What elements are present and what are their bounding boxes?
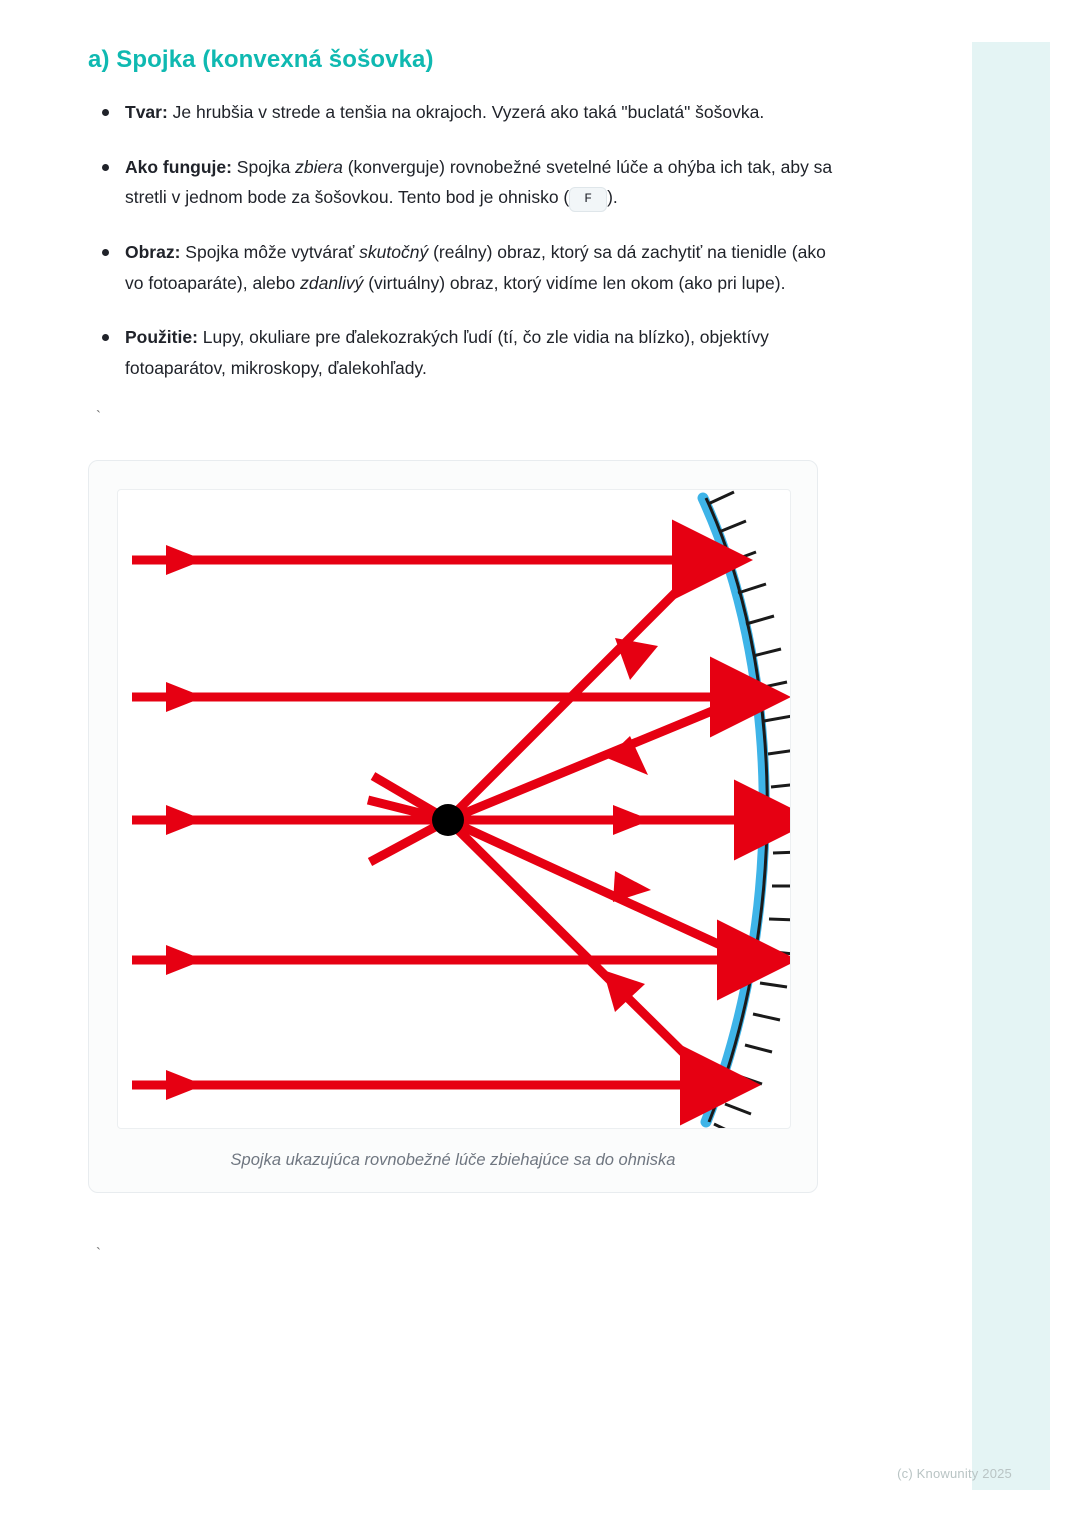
backtick-marker-bottom: `	[96, 1244, 101, 1262]
bullet-lead-ako-funguje: Ako funguje:	[125, 156, 232, 177]
bullet-lead-tvar: Tvar:	[125, 102, 168, 123]
footer-credit: (c) Knowunity 2025	[897, 1466, 1012, 1481]
bullet-lead-pouzitie: Použitie:	[125, 327, 198, 348]
mirror-surface-icon	[703, 498, 764, 1122]
list-item	[88, 152, 848, 213]
bullet-text-pouzitie: Lupy, okuliare pre ďalekozrakých ľudí (tí, čo zle vidia na blízko), objektívy fotoaparátov, mikroskopy, ďalekohľady.	[125, 327, 769, 378]
list-item	[88, 97, 848, 128]
bullet-lead-obraz: Obraz:	[125, 242, 181, 263]
page-title: a) Spojka (konvexná šošovka)	[88, 46, 434, 73]
figure-canvas	[117, 489, 791, 1129]
bullet-text-ako-funguje-3: ).	[607, 187, 618, 208]
concave-mirror-diagram	[118, 490, 791, 1129]
bullet-text-obraz-3: (virtuálny) obraz, ktorý vidíme len okom (ako pri lupe).	[363, 272, 786, 293]
bullet-italic-zbiera: zbiera	[295, 156, 343, 177]
list-item	[88, 322, 848, 383]
bullet-italic-skutocny: skutočný	[359, 242, 429, 263]
backtick-marker-top: `	[96, 407, 101, 425]
bullet-list	[88, 97, 848, 383]
bullet-italic-zdanlivy: zdanlivý	[300, 272, 364, 293]
bullet-text-obraz-1: Spojka môže vytvárať	[180, 242, 360, 263]
right-margin-accent	[972, 42, 1050, 1490]
focal-point-code: F	[569, 187, 607, 212]
bullet-text-ako-funguje-1: Spojka	[231, 156, 296, 177]
bullet-text-ako-funguje-2: (konverguje) rovnobežné svetelné lúče a ohýba ich tak, aby sa stretli v jednom bode za šošovkou. Tento bod je ohnisko (	[125, 156, 833, 208]
bullet-text-tvar: Je hrubšia v strede a tenšia na okrajoch. Vyzerá ako taká "buclatá" šošovka.	[167, 102, 765, 123]
focal-point-icon	[432, 804, 464, 836]
document-content	[88, 44, 848, 1263]
figure-caption: Spojka ukazujúca rovnobežné lúče zbiehajúce sa do ohniska	[230, 1150, 676, 1169]
bullet-text-obraz-2: (reálny) obraz, ktorý sa dá zachytiť na tienidle (ako vo fotoaparáte), alebo	[125, 242, 826, 293]
mirror-hatching-icon	[708, 492, 791, 1129]
figure-card	[88, 460, 818, 1193]
list-item	[88, 237, 848, 298]
right-margin-divider	[968, 42, 972, 1490]
